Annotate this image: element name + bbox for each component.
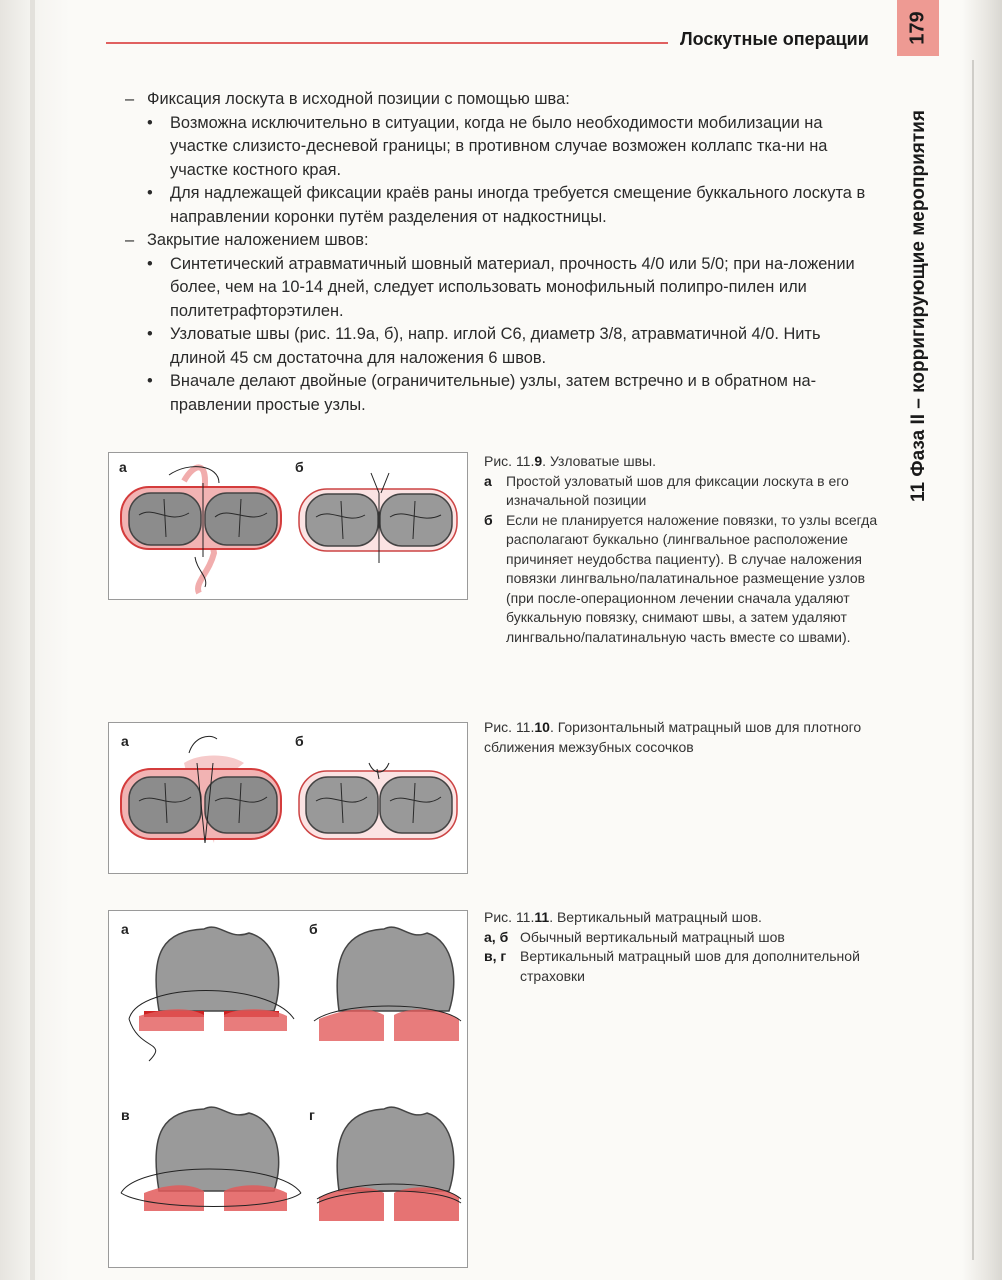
caption-number: 11: [534, 909, 550, 925]
figure-label: а: [121, 733, 129, 749]
main-text: [125, 88, 880, 417]
sub-list-item: [125, 112, 880, 183]
caption-prefix: Рис. 11.: [484, 909, 535, 925]
figure-label: б: [295, 459, 304, 475]
figure-11-9-illustration: [109, 453, 467, 599]
caption-entry: [484, 511, 879, 648]
caption-entry-text: Если не планируется наложение повязки, то узлы всегда располагают буккально (лингвальное расположение причиняет неудобства пациенту). В случае наложения повязки лингвально/палатинальное размещение узлов (при после-операционном лечении сначала удаляют буккальную повязку, снимают швы, а затем удаляют лингвально/палатинальную часть вместе со швами).: [506, 511, 878, 645]
page-edge-line: [972, 60, 974, 1260]
caption-title: [484, 908, 879, 928]
caption-number: 10: [534, 719, 550, 735]
figure-label: в: [121, 1107, 130, 1123]
figure-11-11: [108, 910, 468, 1268]
figure-label: б: [295, 733, 304, 749]
caption-title-text: . Горизонтальный матрацный шов для плотного сближения межзубных сосочков: [484, 719, 862, 755]
chapter-side-title-text: 11 Фаза II – корригирующие мероприятия: [908, 110, 929, 502]
sub-list-item: [125, 323, 880, 370]
sub-list-item-text: Узловатые швы (рис. 11.9а, б), напр. иглой С6, диаметр 3/8, атравматичной 4/0. Нить длиной 45 см достаточна для наложения 6 швов.: [170, 325, 821, 367]
caption-entry: [484, 928, 879, 948]
header-rule: [106, 42, 668, 44]
sub-list-item: [125, 182, 880, 229]
caption-prefix: Рис. 11.: [484, 719, 535, 735]
figure-label: а: [121, 921, 129, 937]
figure-11-10-illustration: [109, 723, 467, 873]
list-item-text: Фиксация лоскута в исходной позиции с помощью шва:: [147, 90, 570, 108]
figure-11-10: [108, 722, 468, 874]
caption-entry-text: Обычный вертикальный матрацный шов: [520, 928, 785, 945]
sub-list-item: [125, 370, 880, 417]
caption-title: [484, 718, 879, 757]
list-item: [125, 88, 880, 112]
sub-list-item-text: Для надлежащей фиксации краёв раны иногда требуется смещение буккального лоскута в направлении коронки путём разделения от надкостницы.: [170, 184, 866, 226]
figure-11-11-caption: [484, 908, 879, 986]
caption-number: 9: [534, 453, 543, 469]
sub-list-item-text: Возможна исключительно в ситуации, когда не было необходимости мобилизации на участке слизисто-десневой границы; в противном случае возможен коллапс тка-ни на участке костного края.: [170, 113, 828, 179]
binding-shadow: [0, 0, 70, 1280]
caption-title-text: . Узловатые швы.: [542, 453, 656, 469]
caption-entry: [484, 472, 879, 511]
caption-entry: [484, 947, 879, 986]
binding-line: [30, 0, 35, 1280]
chapter-side-title: [903, 86, 935, 526]
figure-11-11-illustration: [109, 911, 467, 1267]
caption-entry-key: б: [484, 511, 493, 528]
list-item: [125, 229, 880, 253]
caption-entry-text: Вертикальный матрацный шов для дополнительной страховки: [520, 948, 860, 984]
figure-label: г: [309, 1107, 315, 1123]
list-item-text: Закрытие наложением швов:: [147, 231, 369, 249]
figure-11-9-caption: [484, 452, 879, 647]
figure-label: б: [309, 921, 318, 937]
page-edge: [962, 0, 1002, 1280]
caption-entry-key: в, г: [484, 948, 507, 964]
sub-list-item-text: Вначале делают двойные (ограничительные) узлы, затем встречно и в обратном на-правлении простые узлы.: [170, 372, 817, 414]
caption-title-text: . Вертикальный матрацный шов.: [549, 909, 762, 925]
figure-11-10-caption: [484, 718, 879, 757]
sub-list-item: [125, 253, 880, 324]
caption-entry-key: а: [484, 472, 492, 489]
page-number: [897, 0, 939, 56]
caption-entry-text: Простой узловатый шов для фиксации лоскута в его изначальной позиции: [506, 472, 849, 508]
figure-11-9: [108, 452, 468, 600]
page-header-title: Лоскутные операции: [680, 29, 869, 49]
figure-label: а: [119, 459, 127, 475]
caption-title: [484, 452, 879, 472]
caption-entry-key: а, б: [484, 928, 509, 945]
sub-list-item-text: Синтетический атравматичный шовный материал, прочность 4/0 или 5/0; при на-ложении более, чем на 10-14 дней, следует использовать монофильный полипро-пилен или политетрафторэтилен.: [170, 254, 855, 320]
page-number-text: 179: [906, 11, 929, 45]
caption-prefix: Рис. 11.: [484, 453, 535, 469]
